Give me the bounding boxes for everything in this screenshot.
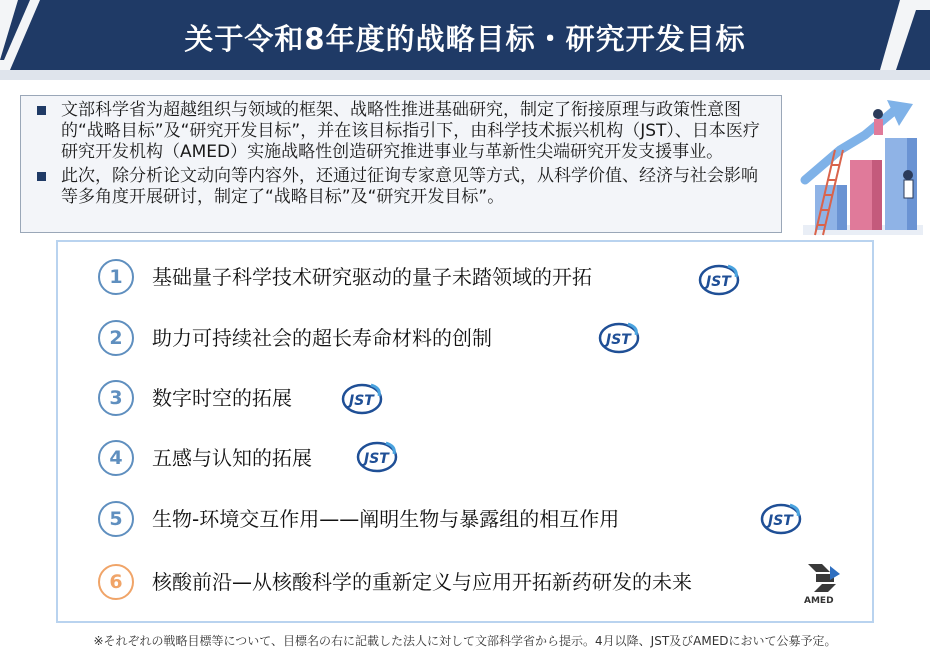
jst-logo-text: JST: [606, 332, 631, 348]
jst-logo-text: JST: [768, 513, 793, 529]
goal-label: 数字时空的拓展: [152, 386, 292, 410]
goal-label: 助力可持续社会的超长寿命材料的创制: [152, 326, 492, 350]
growth-chart-illustration: [795, 90, 925, 245]
goal-number: 5: [98, 501, 134, 537]
jst-logo-text: JST: [349, 393, 374, 409]
amed-logo-icon: [800, 560, 844, 606]
goal-number: 6: [98, 564, 134, 600]
jst-logo-icon: [760, 502, 802, 536]
intro-box: [20, 95, 782, 233]
intro-text: 文部科学省为超越组织与领域的框架、战略性推进基础研究，制定了衔接原理与政策性意图的“战略目标”及“研究开发目标”，并在该目标指引下，由科学技术振兴机构（JST）、日本医疗研究开发机构（AMED）实施战略性创造研究推进事业与革新性尖端研究开发支援事业。: [61, 100, 760, 162]
jst-logo-icon: [698, 263, 740, 297]
jst-logo-text: JST: [364, 451, 389, 467]
goals-panel: [56, 240, 874, 623]
square-bullet-icon: [37, 172, 46, 181]
page-title: 关于令和8年度的战略目标・研究开发目标: [184, 22, 746, 56]
goal-label: 五感与认知的拓展: [152, 446, 312, 470]
footnote: ※それぞれの戦略目標等について、目標名の右に記載した法人に対して文部科学省から提示。4月以降、JST及びAMEDにおいて公募予定。: [93, 634, 837, 648]
jst-logo-icon: [598, 321, 640, 355]
goal-number: 1: [98, 259, 134, 295]
intro-item: [29, 166, 773, 208]
jst-logo-icon: [356, 440, 398, 474]
intro-text: 此次，除分析论文动向等内容外，还通过征询专家意见等方式，从科学价值、经济与社会影响等多角度开展研讨，制定了“战略目标”及“研究开发目标”。: [61, 166, 758, 207]
amed-logo-text: AMED: [804, 596, 834, 606]
jst-logo-text: JST: [706, 274, 731, 290]
header-banner: [0, 0, 930, 80]
goal-number: 3: [98, 380, 134, 416]
goal-label: 生物-环境交互作用——阐明生物与暴露组的相互作用: [152, 507, 620, 531]
goal-number: 4: [98, 440, 134, 476]
jst-logo-icon: [341, 382, 383, 416]
goal-label: 基础量子科学技术研究驱动的量子未踏领域的开拓: [152, 265, 592, 289]
intro-item: [29, 100, 773, 163]
goal-label: 核酸前沿—从核酸科学的重新定义与应用开拓新药研发的未来: [152, 570, 692, 594]
square-bullet-icon: [37, 106, 46, 115]
goal-number: 2: [98, 320, 134, 356]
